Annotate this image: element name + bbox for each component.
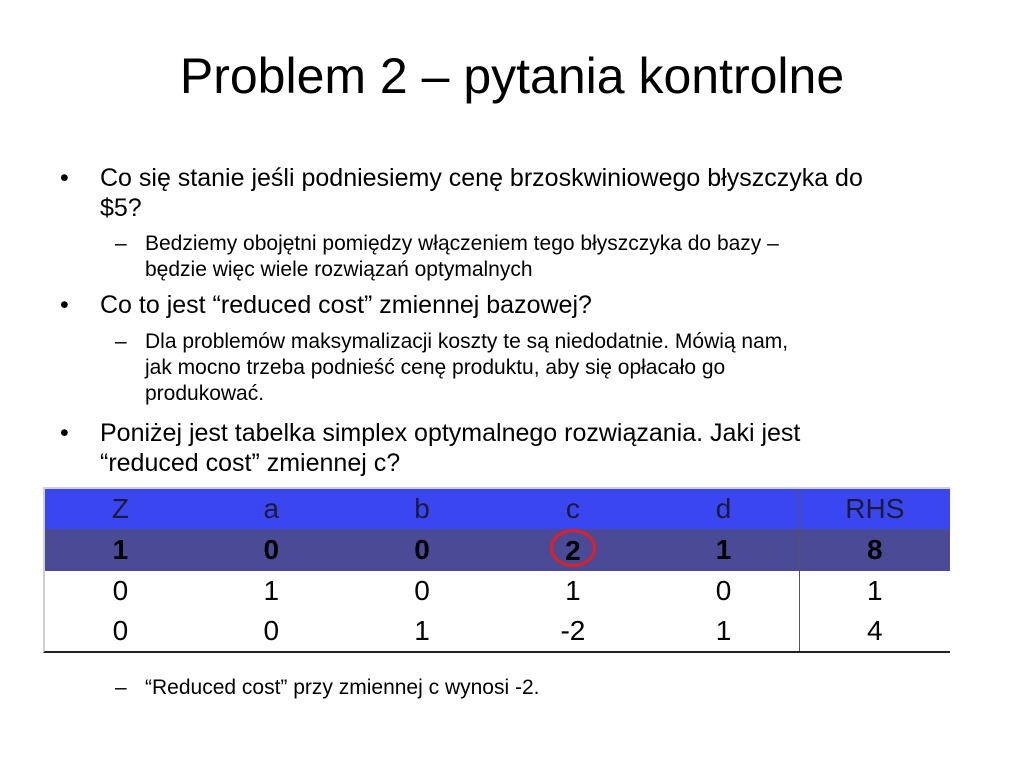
header-cell-a: a	[263, 493, 280, 524]
header-cell-b: b	[414, 493, 430, 524]
table-cell: 0	[112, 575, 129, 606]
answer-3	[115, 675, 960, 701]
table-cell: 0	[112, 615, 129, 646]
table-cell: 0	[263, 615, 280, 646]
bullet-icon: •	[60, 419, 69, 447]
highlight-circle: 2	[550, 529, 596, 567]
simplex-tableau	[45, 489, 950, 651]
header-cell-z: Z	[111, 493, 129, 524]
bullet-question-1	[60, 163, 970, 223]
question-3-line-2: “reduced cost” zmiennej c?	[100, 449, 401, 477]
table-row	[45, 571, 950, 611]
header-cell-c: c	[565, 493, 580, 524]
slide-title: Problem 2 – pytania kontrolne	[179, 48, 845, 104]
question-2-text: Co to jest “reduced cost” zmiennej bazowej?	[100, 291, 592, 319]
table-cell: -2	[560, 615, 586, 646]
table-cell: 1	[263, 575, 280, 606]
header-cell-d: d	[715, 493, 732, 524]
dash-icon: –	[115, 330, 127, 353]
bullet-icon: •	[60, 164, 69, 192]
header-cell-rhs: RHS	[799, 489, 950, 529]
table-cell: 1	[414, 615, 430, 646]
question-3-line-1: Poniżej jest tabelka simplex optymalnego rozwiązania. Jaki jest	[100, 419, 801, 447]
answer-2-line-2: jak mocno trzeba podnieść cenę produktu, aby się opłacało go	[145, 356, 726, 379]
table-cell-rhs: 8	[799, 529, 950, 571]
table-cell: 1	[112, 534, 129, 565]
table-cell-rhs: 1	[799, 571, 950, 611]
answer-3-text: “Reduced cost” przy zmiennej c wynosi -2.	[145, 676, 540, 699]
table-cell-highlighted	[497, 529, 648, 571]
answer-1-line-1: Bedziemy obojętni pomiędzy włączeniem tego błyszczyka do bazy –	[145, 232, 779, 255]
bullet-question-3	[60, 418, 970, 478]
dash-icon: –	[115, 676, 127, 699]
bullet-question-2	[60, 290, 970, 320]
table-row	[45, 611, 950, 651]
table-cell: 1	[715, 534, 732, 565]
question-1-line-2: $5?	[100, 194, 142, 222]
answer-2-line-3: produkować.	[145, 382, 265, 405]
simplex-table	[43, 487, 950, 653]
answer-2-line-1: Dla problemów maksymalizacji koszty te są niedodatnie. Mówią nam,	[145, 330, 789, 353]
table-header-row	[45, 489, 950, 529]
answer-1-line-2: będzie więc wiele rozwiązań optymalnych	[145, 258, 533, 281]
answer-2	[115, 329, 960, 407]
answer-1	[115, 231, 960, 283]
dash-icon: –	[115, 232, 127, 255]
table-cell-rhs: 4	[799, 611, 950, 651]
table-cell: 0	[414, 534, 430, 565]
table-cell: 0	[715, 575, 732, 606]
table-cell: 1	[565, 575, 581, 606]
bullet-icon: •	[60, 291, 69, 319]
table-cell: 0	[263, 534, 280, 565]
question-1-line-1: Co się stanie jeśli podniesiemy cenę brzoskwiniowego błyszczyka do	[100, 164, 863, 192]
table-row-objective	[45, 529, 950, 571]
table-cell: 1	[715, 615, 732, 646]
table-cell: 0	[414, 575, 430, 606]
